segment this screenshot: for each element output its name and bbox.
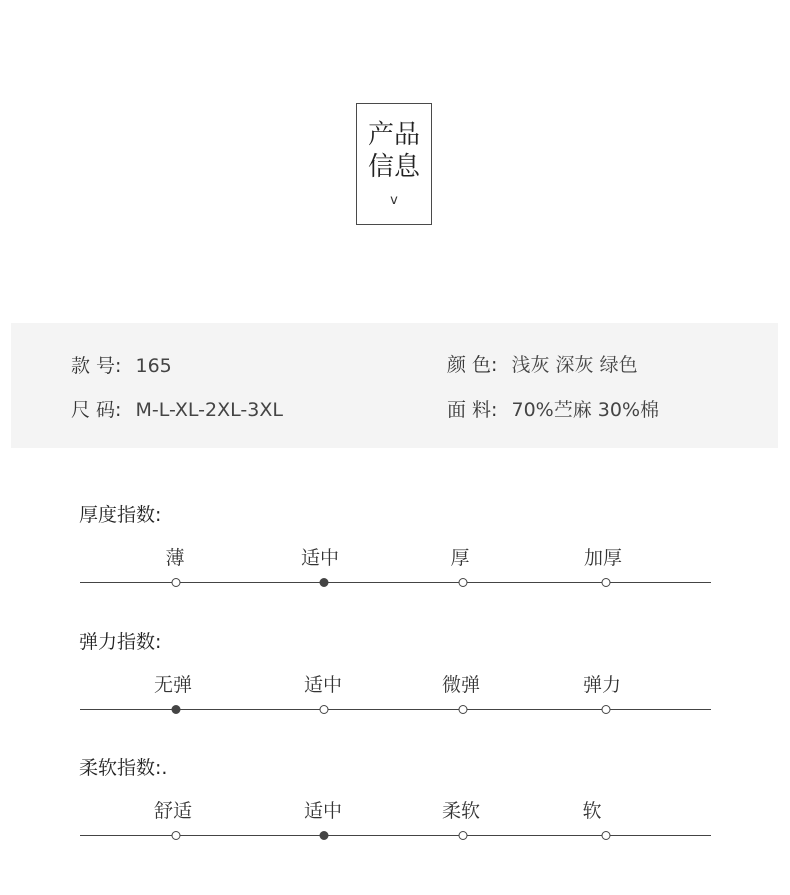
scale-label: 弹力	[582, 674, 622, 696]
title-line-2: 信息	[367, 152, 420, 182]
scale-dot	[320, 705, 329, 714]
scale-dot	[602, 578, 611, 587]
elasticity-index-title: 弹力指数:	[79, 631, 162, 653]
product-info-title-box	[356, 103, 432, 225]
product-info-panel	[11, 323, 778, 448]
color-row	[447, 350, 638, 377]
scale-dot	[459, 705, 468, 714]
color-label: 颜 色:	[447, 354, 498, 376]
scale-label: 厚	[450, 547, 470, 569]
softness-index-title: 柔软指数:.	[79, 757, 168, 779]
scale-dot	[172, 578, 181, 587]
scale-dot-selected	[320, 831, 329, 840]
thickness-scale	[80, 543, 711, 603]
size-label: 尺 码:	[71, 399, 122, 421]
scale-dot	[459, 578, 468, 587]
fabric-value: 70%苎麻 30%棉	[511, 399, 660, 421]
scale-label: 柔软	[441, 800, 481, 822]
scale-dot-selected	[172, 705, 181, 714]
scale-label: 无弹	[153, 674, 193, 696]
scale-label: 舒适	[153, 800, 193, 822]
size-value: M-L-XL-2XL-3XL	[135, 399, 283, 421]
scale-label: 适中	[300, 547, 340, 569]
chevron-down-icon: v	[390, 193, 398, 208]
style-number-label: 款 号:	[71, 355, 122, 377]
scale-dot-selected	[320, 578, 329, 587]
scale-label: 薄	[165, 547, 185, 569]
elasticity-scale	[80, 670, 711, 730]
scale-label: 微弹	[441, 674, 481, 696]
scale-label: 适中	[303, 674, 343, 696]
softness-scale	[80, 796, 711, 856]
style-number-row	[71, 351, 172, 378]
scale-dot	[172, 831, 181, 840]
scale-dot	[602, 831, 611, 840]
scale-label: 软	[582, 800, 602, 822]
color-value: 浅灰 深灰 绿色	[511, 354, 638, 376]
thickness-index-title: 厚度指数:	[79, 504, 162, 526]
scale-label: 加厚	[583, 547, 623, 569]
style-number-value: 165	[135, 355, 172, 377]
fabric-row	[447, 395, 659, 422]
fabric-label: 面 料:	[447, 399, 498, 421]
scale-dot	[602, 705, 611, 714]
scale-dot	[459, 831, 468, 840]
scale-label: 适中	[303, 800, 343, 822]
size-row	[71, 395, 283, 422]
title-line-1: 产品	[367, 120, 420, 150]
